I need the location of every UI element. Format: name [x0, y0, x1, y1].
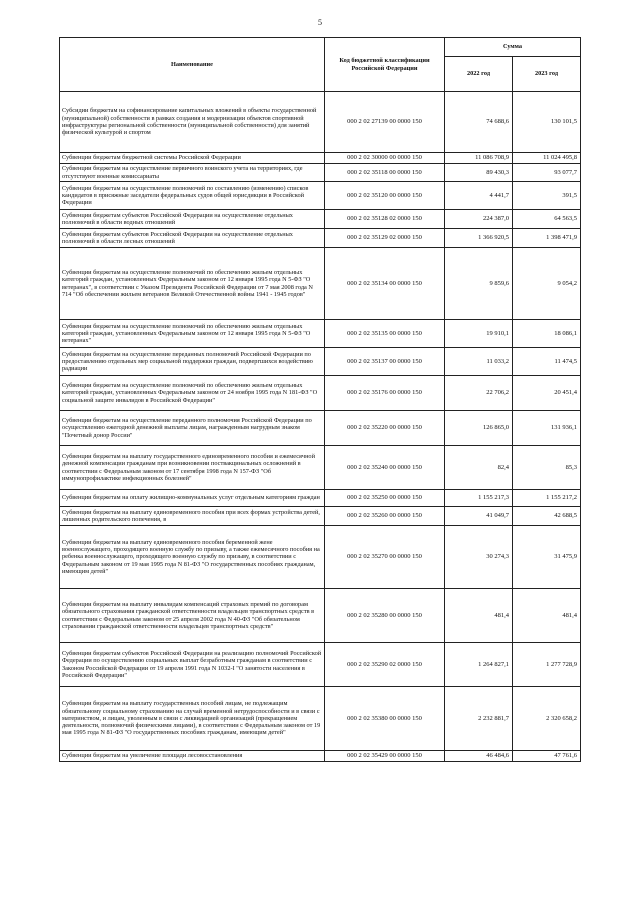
row-name: Субсидии бюджетам на софинансирование капитальных вложений в объекты государственной (муниципальной) собственности в рамках создания и модернизации объектов спортивной инфраструктуры региональной собственности (муниципальной собственности) для занятий физической культурой и спортом	[60, 92, 325, 153]
row-value-2022: 46 484,6	[445, 751, 513, 762]
table-row	[60, 687, 581, 751]
table-row	[60, 320, 581, 348]
row-name: Субвенции бюджетам на осуществление полномочий по составлению (изменению) списков кандидатов в присяжные заседатели федеральных судов общей юрисдикции в Российской Федерации	[60, 182, 325, 210]
row-name: Субвенции бюджетам на осуществление переданного полномочия Российской Федерации по осуществлению ежегодной денежной выплаты лицам, награжденным нагрудным знаком "Почетный донор России"	[60, 411, 325, 446]
row-value-2023: 2 320 658,2	[513, 687, 581, 751]
row-code: 000 2 02 35120 00 0000 150	[325, 182, 445, 210]
row-code: 000 2 02 35290 02 0000 150	[325, 643, 445, 687]
row-code: 000 2 02 35118 00 0000 150	[325, 164, 445, 182]
row-value-2023: 11 024 495,8	[513, 153, 581, 164]
row-value-2023: 11 474,5	[513, 348, 581, 376]
row-value-2022: 22 706,2	[445, 376, 513, 411]
row-name: Субвенции бюджетам на увеличение площади лесовосстановления	[60, 751, 325, 762]
row-value-2023: 20 451,4	[513, 376, 581, 411]
table-row	[60, 411, 581, 446]
row-code: 000 2 02 35250 00 0000 150	[325, 490, 445, 507]
row-value-2022: 126 865,0	[445, 411, 513, 446]
row-value-2022: 1 155 217,3	[445, 490, 513, 507]
table-row	[60, 229, 581, 248]
row-value-2023: 31 475,9	[513, 526, 581, 589]
header-code: Код бюджетной классификации Российской Федерации	[325, 38, 445, 92]
row-name: Субвенции бюджетам субъектов Российской Федерации на осуществление отдельных полномочий в области лесных отношений	[60, 229, 325, 248]
row-value-2022: 19 910,1	[445, 320, 513, 348]
row-code: 000 2 02 35135 00 0000 150	[325, 320, 445, 348]
header-sum: Сумма	[445, 38, 581, 57]
row-code: 000 2 02 35240 00 0000 150	[325, 446, 445, 490]
table-row	[60, 248, 581, 320]
budget-table	[59, 37, 581, 762]
table-row	[60, 376, 581, 411]
row-code: 000 2 02 35260 00 0000 150	[325, 507, 445, 526]
row-value-2023: 42 688,5	[513, 507, 581, 526]
row-value-2022: 224 387,0	[445, 210, 513, 229]
table-row	[60, 182, 581, 210]
row-value-2022: 11 086 708,9	[445, 153, 513, 164]
row-name: Субвенции бюджетам на осуществление полномочий по обеспечению жильем отдельных категорий граждан, установленных Федеральным законом от 24 ноября 1995 года N 181-ФЗ "О социальной защите инвалидов в Российской Федерации"	[60, 376, 325, 411]
row-name: Субвенции бюджетам на осуществление первичного воинского учета на территориях, где отсутствуют военные комиссариаты	[60, 164, 325, 182]
page-number: 5	[318, 18, 322, 27]
row-code: 000 2 02 35280 00 0000 150	[325, 589, 445, 643]
row-code: 000 2 02 35429 00 0000 150	[325, 751, 445, 762]
row-value-2022: 30 274,3	[445, 526, 513, 589]
table-row	[60, 153, 581, 164]
row-name: Субвенции бюджетам на выплату инвалидам компенсаций страховых премий по договорам обязательного страхования гражданской ответственности владельцев транспортных средств в соответствии с Федеральным законом от 25 апреля 2002 года N 40-ФЗ "Об обязательном страховании гражданской ответственности владельцев транспортных средств"	[60, 589, 325, 643]
row-value-2023: 1 277 728,9	[513, 643, 581, 687]
row-value-2023: 130 101,5	[513, 92, 581, 153]
row-value-2022: 74 688,6	[445, 92, 513, 153]
table-row	[60, 92, 581, 153]
table-row	[60, 526, 581, 589]
row-code: 000 2 02 35270 00 0000 150	[325, 526, 445, 589]
row-value-2023: 18 086,1	[513, 320, 581, 348]
row-value-2022: 9 859,6	[445, 248, 513, 320]
row-value-2022: 82,4	[445, 446, 513, 490]
table-row	[60, 348, 581, 376]
table-row	[60, 589, 581, 643]
row-value-2022: 1 264 827,1	[445, 643, 513, 687]
row-code: 000 2 02 30000 00 0000 150	[325, 153, 445, 164]
header-year-2023: 2023 год	[513, 57, 581, 92]
row-name: Субвенции бюджетам на осуществление переданных полномочий Российской Федерации по предоставлению отдельных мер социальной поддержки граждан, подвергшихся воздействию радиации	[60, 348, 325, 376]
row-value-2023: 93 077,7	[513, 164, 581, 182]
table-row	[60, 507, 581, 526]
row-code: 000 2 02 35134 00 0000 150	[325, 248, 445, 320]
table-row	[60, 490, 581, 507]
row-value-2023: 1 155 217,2	[513, 490, 581, 507]
table-row	[60, 446, 581, 490]
row-code: 000 2 02 35129 02 0000 150	[325, 229, 445, 248]
row-value-2022: 481,4	[445, 589, 513, 643]
row-value-2022: 11 033,2	[445, 348, 513, 376]
row-name: Субвенции бюджетам на выплату единовременного пособия беременной жене военнослужащего, проходящего военную службу по призыву, а также ежемесячного пособия на ребенка военнослужащего, проходящего военную службу по призыву, в соответствии с Федеральным законом от 19 мая 1995 года N 81-ФЗ "О государственных пособиях гражданам, имеющим детей"	[60, 526, 325, 589]
row-name: Субвенции бюджетам бюджетной системы Российской Федерации	[60, 153, 325, 164]
row-name: Субвенции бюджетам на выплату единовременного пособия при всех формах устройства детей, лишенных родительского попечения, в	[60, 507, 325, 526]
row-code: 000 2 02 35128 02 0000 150	[325, 210, 445, 229]
row-code: 000 2 02 35137 00 0000 150	[325, 348, 445, 376]
row-name: Субвенции бюджетам на выплату государственного единовременного пособия и ежемесячной денежной компенсации гражданам при возникновении поствакцинальных осложнений в соответствии с Федеральным законом от 17 сентября 1998 года N 157-ФЗ "Об иммунопрофилактике инфекционных болезней"	[60, 446, 325, 490]
row-value-2023: 64 563,5	[513, 210, 581, 229]
header-name: Наименование	[60, 38, 325, 92]
row-value-2022: 89 430,3	[445, 164, 513, 182]
row-name: Субвенции бюджетам на оплату жилищно-коммунальных услуг отдельным категориям граждан	[60, 490, 325, 507]
table-row	[60, 751, 581, 762]
row-name: Субвенции бюджетам субъектов Российской Федерации на реализацию полномочий Российской Федерации по осуществлению социальных выплат безработным гражданам в соответствии с Законом Российской Федерации от 19 апреля 1991 года N 1032-I "О занятости населения в Российской Федерации"	[60, 643, 325, 687]
header-year-2022: 2022 год	[445, 57, 513, 92]
row-value-2023: 131 936,1	[513, 411, 581, 446]
table-header-row	[60, 38, 581, 57]
table-row	[60, 643, 581, 687]
row-value-2023: 1 398 471,9	[513, 229, 581, 248]
row-code: 000 2 02 27139 00 0000 150	[325, 92, 445, 153]
row-code: 000 2 02 35176 00 0000 150	[325, 376, 445, 411]
table-row	[60, 210, 581, 229]
row-value-2022: 2 232 881,7	[445, 687, 513, 751]
row-name: Субвенции бюджетам на осуществление полномочий по обеспечению жильем отдельных категорий граждан, установленных Федеральным законом от 12 января 1995 года N 5-ФЗ "О ветеранах", в соответствии с Указом Президента Российской Федерации от 7 мая 2008 года N 714 "Об обеспечении жильем ветеранов Великой Отечественной войны 1941 - 1945 годов"	[60, 248, 325, 320]
row-value-2023: 47 761,6	[513, 751, 581, 762]
row-value-2023: 9 054,2	[513, 248, 581, 320]
row-name: Субвенции бюджетам на выплату государственных пособий лицам, не подлежащим обязательному социальному страхованию на случай временной нетрудоспособности и в связи с материнством, и лицам, уволенным в связи с ликвидацией организаций (прекращением деятельности, полномочий физическими лицами), в соответствии с Федеральным законом от 19 мая 1995 года N 81-ФЗ "О государственных пособиях гражданам, имеющим детей"	[60, 687, 325, 751]
row-code: 000 2 02 35220 00 0000 150	[325, 411, 445, 446]
row-value-2022: 4 441,7	[445, 182, 513, 210]
row-value-2023: 85,3	[513, 446, 581, 490]
row-value-2022: 1 366 920,5	[445, 229, 513, 248]
row-value-2022: 41 049,7	[445, 507, 513, 526]
row-value-2023: 481,4	[513, 589, 581, 643]
row-value-2023: 391,5	[513, 182, 581, 210]
table-row	[60, 164, 581, 182]
row-name: Субвенции бюджетам субъектов Российской Федерации на осуществление отдельных полномочий в области водных отношений	[60, 210, 325, 229]
row-code: 000 2 02 35380 00 0000 150	[325, 687, 445, 751]
row-name: Субвенции бюджетам на осуществление полномочий по обеспечению жильем отдельных категорий граждан, установленных Федеральным законом от 12 января 1995 года N 5-ФЗ "О ветеранах"	[60, 320, 325, 348]
